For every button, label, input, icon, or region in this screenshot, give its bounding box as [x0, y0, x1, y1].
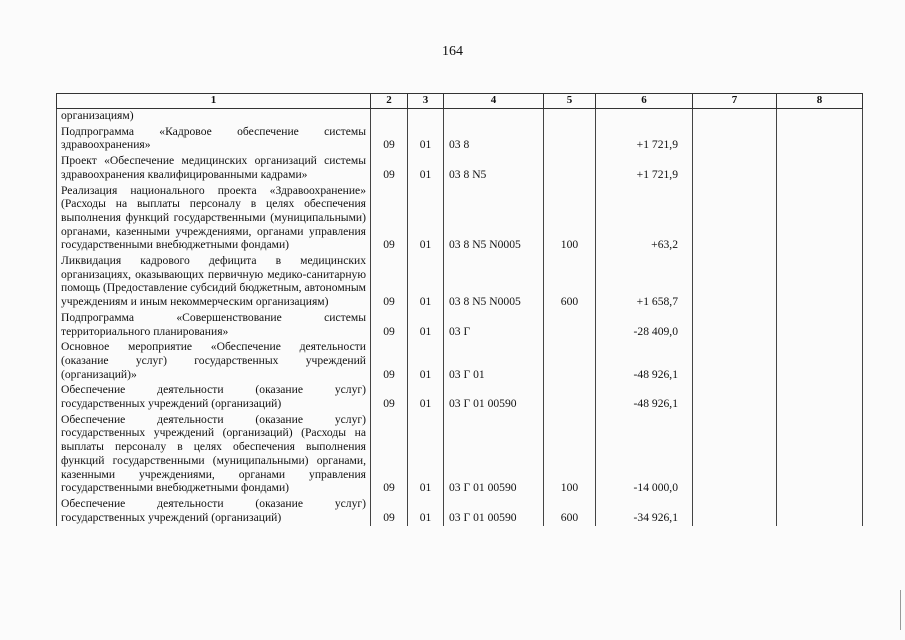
col-8-cell: [777, 497, 863, 526]
subsection-code: 01: [408, 497, 444, 526]
col-8-cell: [777, 383, 863, 412]
col-7-cell: [693, 340, 777, 383]
table-row: [57, 340, 863, 383]
amount: -28 409,0: [596, 311, 693, 340]
col-7-cell: [693, 154, 777, 183]
col-header-6: 6: [596, 94, 693, 109]
target-article-code: 03 Г 01: [444, 340, 544, 383]
target-article-code: 03 Г: [444, 311, 544, 340]
expense-type-code: [544, 125, 596, 154]
table-row: [57, 154, 863, 183]
col-header-3: 3: [408, 94, 444, 109]
col-header-5: 5: [544, 94, 596, 109]
col-7-cell: [693, 383, 777, 412]
expense-type-code: 100: [544, 184, 596, 255]
scan-edge-mark: [900, 590, 901, 630]
subsection-code: 01: [408, 154, 444, 183]
table-row: [57, 254, 863, 311]
expense-type-code: [544, 383, 596, 412]
subsection-code: 01: [408, 254, 444, 311]
section-code: 09: [371, 497, 408, 526]
expense-type-code: 600: [544, 254, 596, 311]
table-row: [57, 413, 863, 497]
target-article-code: 03 Г 01 00590: [444, 413, 544, 497]
amount: +1 721,9: [596, 154, 693, 183]
target-article-code: 03 Г 01 00590: [444, 497, 544, 526]
col-header-1: 1: [57, 94, 371, 109]
col-8-cell: [777, 340, 863, 383]
row-description: Ликвидация кадрового дефицита в медицинских организациях, оказывающих первичную медико-санитарную помощь (Предоставление субсидий бюджетным, автономным учреждениям и иным некоммерческим организациям): [57, 254, 371, 311]
expense-type-code: [544, 154, 596, 183]
amount: +1 658,7: [596, 254, 693, 311]
col-7-cell: [693, 109, 777, 125]
target-article-code: 03 8 N5 N0005: [444, 254, 544, 311]
section-code: 09: [371, 125, 408, 154]
col-7-cell: [693, 184, 777, 255]
row-description: Обеспечение деятельности (оказание услуг) государственных учреждений (организаций): [57, 383, 371, 412]
expense-type-code: [544, 340, 596, 383]
table-row: [57, 311, 863, 340]
subsection-code: 01: [408, 184, 444, 255]
expense-type-code: [544, 311, 596, 340]
row-description: Подпрограмма «Совершенствование системы территориального планирования»: [57, 311, 371, 340]
amount: [596, 109, 693, 125]
section-code: [371, 109, 408, 125]
col-8-cell: [777, 125, 863, 154]
amount: -34 926,1: [596, 497, 693, 526]
subsection-code: 01: [408, 413, 444, 497]
col-header-8: 8: [777, 94, 863, 109]
row-description: Реализация национального проекта «Здравоохранение» (Расходы на выплаты персоналу в целях обеспечения выполнения функций государственными (муниципальными) органами, казенными учреждениями, органами управления государственными внебюджетными фондами): [57, 184, 371, 255]
target-article-code: 03 8 N5 N0005: [444, 184, 544, 255]
subsection-code: 01: [408, 383, 444, 412]
target-article-code: 03 Г 01 00590: [444, 383, 544, 412]
col-8-cell: [777, 311, 863, 340]
table-row: [57, 109, 863, 125]
col-8-cell: [777, 154, 863, 183]
row-description: Проект «Обеспечение медицинских организаций системы здравоохранения квалифицированными кадрами»: [57, 154, 371, 183]
subsection-code: 01: [408, 340, 444, 383]
section-code: 09: [371, 184, 408, 255]
section-code: 09: [371, 413, 408, 497]
amount: +63,2: [596, 184, 693, 255]
amount: -14 000,0: [596, 413, 693, 497]
col-header-4: 4: [444, 94, 544, 109]
table-header-row: [57, 94, 863, 109]
subsection-code: 01: [408, 311, 444, 340]
col-7-cell: [693, 497, 777, 526]
table-row: [57, 383, 863, 412]
col-header-2: 2: [371, 94, 408, 109]
section-code: 09: [371, 254, 408, 311]
row-description: организациям): [57, 109, 371, 125]
section-code: 09: [371, 340, 408, 383]
section-code: 09: [371, 383, 408, 412]
expense-type-code: [544, 109, 596, 125]
amount: -48 926,1: [596, 383, 693, 412]
row-description: Основное мероприятие «Обеспечение деятельности (оказание услуг) государственных учреждений (организаций)»: [57, 340, 371, 383]
col-7-cell: [693, 125, 777, 154]
subsection-code: [408, 109, 444, 125]
row-description: Обеспечение деятельности (оказание услуг) государственных учреждений (организаций): [57, 497, 371, 526]
subsection-code: 01: [408, 125, 444, 154]
col-7-cell: [693, 311, 777, 340]
row-description: Подпрограмма «Кадровое обеспечение системы здравоохранения»: [57, 125, 371, 154]
col-8-cell: [777, 413, 863, 497]
row-description: Обеспечение деятельности (оказание услуг) государственных учреждений (организаций) (Расходы на выплаты персоналу в целях обеспечения выполнения функций государственными (муниципальными) органами, казенными учреждениями, органами управления государственными внебюджетными фондами): [57, 413, 371, 497]
table-row: [57, 125, 863, 154]
target-article-code: [444, 109, 544, 125]
expense-type-code: 100: [544, 413, 596, 497]
table-row: [57, 497, 863, 526]
section-code: 09: [371, 154, 408, 183]
col-header-7: 7: [693, 94, 777, 109]
target-article-code: 03 8: [444, 125, 544, 154]
budget-table: [56, 93, 863, 526]
col-7-cell: [693, 413, 777, 497]
amount: +1 721,9: [596, 125, 693, 154]
col-8-cell: [777, 109, 863, 125]
col-8-cell: [777, 184, 863, 255]
col-7-cell: [693, 254, 777, 311]
table-row: [57, 184, 863, 255]
expense-type-code: 600: [544, 497, 596, 526]
page-number: 164: [442, 44, 463, 59]
section-code: 09: [371, 311, 408, 340]
target-article-code: 03 8 N5: [444, 154, 544, 183]
amount: -48 926,1: [596, 340, 693, 383]
col-8-cell: [777, 254, 863, 311]
